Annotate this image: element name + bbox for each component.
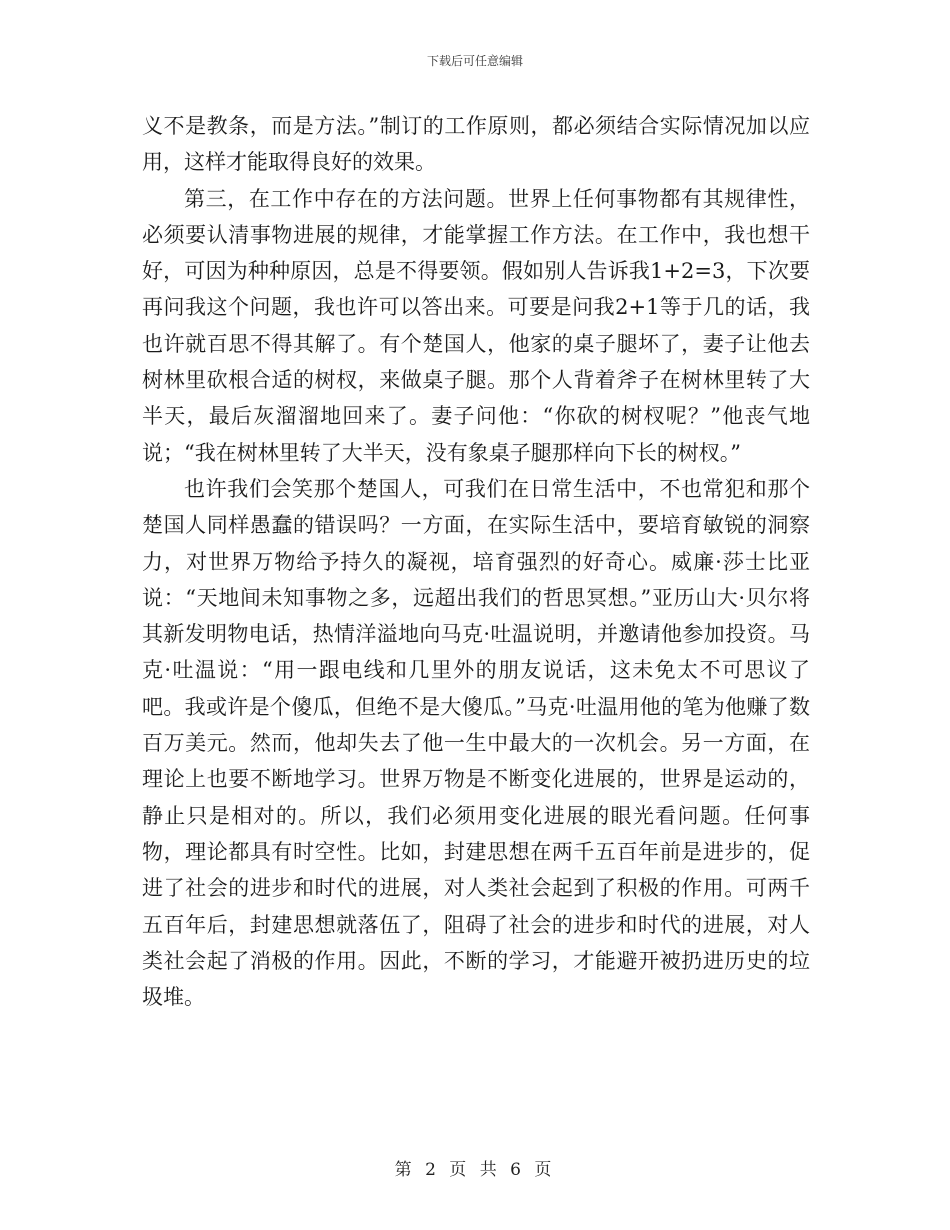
page-header: 下载后可任意编辑 — [426, 54, 523, 68]
document-body — [142, 108, 810, 1015]
paragraph-continuation: 义不是教条，而是方法。”制订的工作原则，都必须结合实际情况加以应用，这样才能取得良好的效果。 — [142, 114, 810, 175]
paragraph-method-problem: 第三，在工作中存在的方法问题。世界上任何事物都有其规律性，必须要认清事物进展的规律，才能掌握工作方法。在工作中，我也想干好，可因为种种原因，总是不得要领。假如别人告诉我1+2=3，下次要再问我这个问题，我也许可以答出来。可要是问我2+1等于几的话，我也许就百思不得其解了。有个楚国人，他家的桌子腿坏了，妻子让他去树林里砍根合适的树杈，来做桌子腿。那个人背着斧子在树林里转了大半天，最后灰溜溜地回来了。妻子问他：“你砍的树杈呢？”他丧气地说；“我在树林里转了大半天，没有象桌子腿那样向下长的树杈。” — [142, 186, 810, 465]
paragraph-learning: 也许我们会笑那个楚国人，可我们在日常生活中，不也常犯和那个楚国人同样愚蠢的错误吗？一方面，在实际生活中，要培育敏锐的洞察力，对世界万物给予持久的凝视，培育强烈的好奇心。威廉·莎士比亚说：“天地间未知事物之多，远超出我们的哲思冥想。”亚历山大·贝尔将其新发明物电话，热情洋溢地向马克·吐温说明，并邀请他参加投资。马克·吐温说：“用一跟电线和几里外的朋友说话，这未免太不可思议了吧。我或许是个傻瓜，但绝不是大傻瓜。”马克·吐温用他的笔为他赚了数百万美元。然而，他却失去了他一生中最大的一次机会。另一方面，在理论上也要不断地学习。世界万物是不断变化进展的，世界是运动的，静止只是相对的。所以，我们必须用变化进展的眼光看问题。任何事物，理论都具有时空性。比如，封建思想在两千五百年前是进步的，促进了社会的进步和时代的进展，对人类社会起到了积极的作用。可两千五百年后，封建思想就落伍了，阻碍了社会的进步和时代的进展，对人类社会起了消极的作用。因此，不断的学习，才能避开被扔进历史的垃圾堆。 — [142, 476, 810, 1010]
page-footer: 第 2 页 共 6 页 — [394, 1160, 556, 1180]
